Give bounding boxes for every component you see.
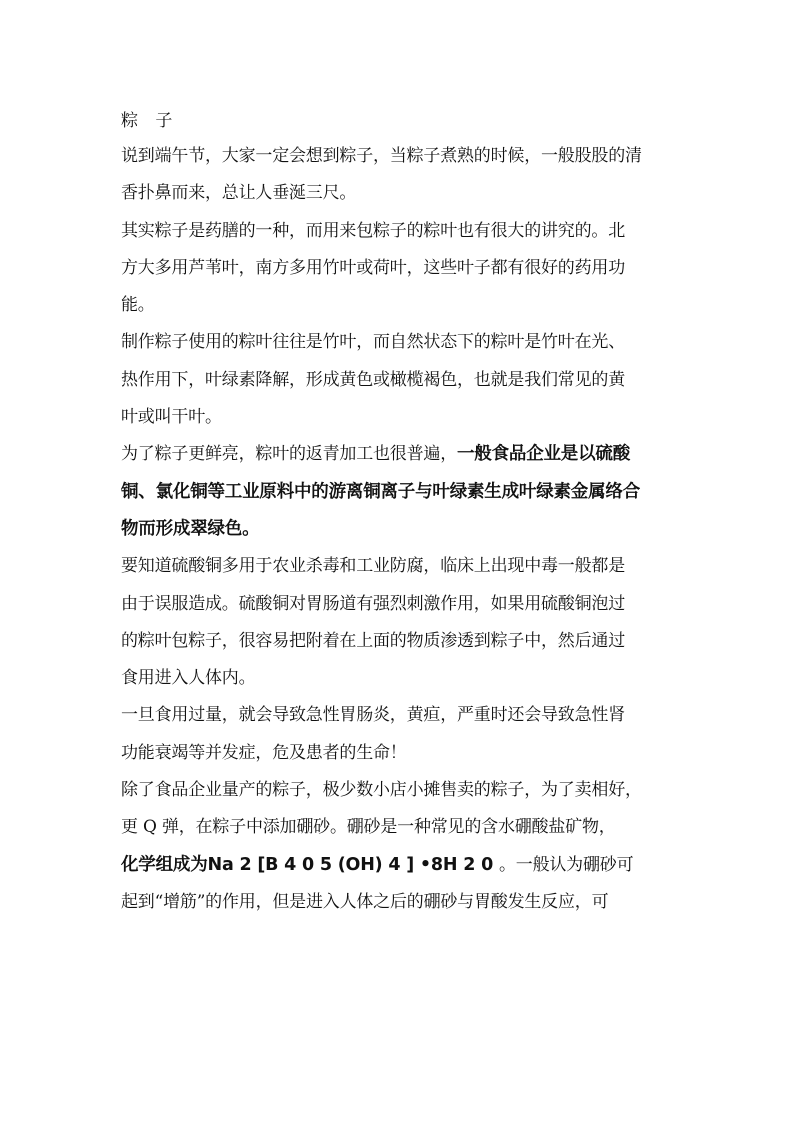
paragraph-line: 香扑鼻而来，总让人垂涎三尺。 (121, 183, 357, 204)
paragraph-line: 要知道硫酸铜多用于农业杀毒和工业防腐，临床上出现中毒一般都是 (121, 556, 625, 577)
paragraph-line: 方大多用芦苇叶，南方多用竹叶或荷叶，这些叶子都有很好的药用功 (121, 257, 625, 278)
paragraph-line-mixed (121, 847, 691, 884)
bold-text: 一般食品企业是以硫酸 (457, 444, 630, 465)
paragraph-line: 起到“增筋”的作用，但是进入人体之后的硼砂与胃酸发生反应，可 (121, 891, 609, 912)
paragraph-line: 食用进入人体内。 (121, 668, 256, 689)
paragraph-line: 除了食品企业量产的粽子，极少数小店小摊售卖的粽子，为了卖相好， (121, 780, 642, 801)
paragraph-line: 制作粽子使用的粽叶往往是竹叶，而自然状态下的粽叶是竹叶在光、 (121, 332, 625, 353)
paragraph-line: 更 Q 弹，在粽子中添加硼砂。硼砂是一种常见的含水硼酸盐矿物， (121, 817, 616, 838)
paragraph-line: 由于误服造成。硫酸铜对胃肠道有强烈刺激作用，如果用硫酸铜泡过 (121, 593, 625, 614)
paragraph-line: 一旦食用过量，就会导致急性胃肠炎，黄疸，严重时还会导致急性肾 (121, 705, 625, 726)
paragraph-line: 其实粽子是药膳的一种，而用来包粽子的粽叶也有很大的讲究的。北 (121, 220, 625, 241)
paragraph-line: 说到端午节，大家一定会想到粽子，当粽子煮熟的时候，一般股股的清 (121, 146, 642, 166)
chemical-formula-text: 化学组成为Na 2 [B 4 0 5 (OH) 4 ] •8H 2 0 (121, 854, 499, 875)
normal-text: 为了粽子更鲜亮，粽叶的返青加工也很普遍， (121, 444, 457, 465)
paragraph-line: 热作用下，叶绿素降解，形成黄色或橄榄褐色，也就是我们常见的黄 (121, 369, 625, 390)
document-title: 粽 子 (121, 111, 179, 131)
paragraph-line: 的粽叶包粽子，很容易把附着在上面的物质渗透到粽子中，然后通过 (121, 630, 625, 651)
paragraph-line: 能。 (121, 295, 155, 316)
bold-line: 铜、氯化铜等工业原料中的游离铜离子与叶绿素生成叶绿素金属络合 (121, 481, 640, 502)
bold-line: 物而形成翠绿色。 (121, 518, 260, 539)
paragraph-line-mixed (121, 436, 691, 473)
paragraph-line: 功能衰竭等并发症，危及患者的生命！ (121, 742, 407, 763)
document-body (121, 138, 691, 921)
paragraph-line: 叶或叫干叶。 (121, 407, 222, 428)
normal-text: 。一般认为硼砂可 (498, 854, 634, 875)
